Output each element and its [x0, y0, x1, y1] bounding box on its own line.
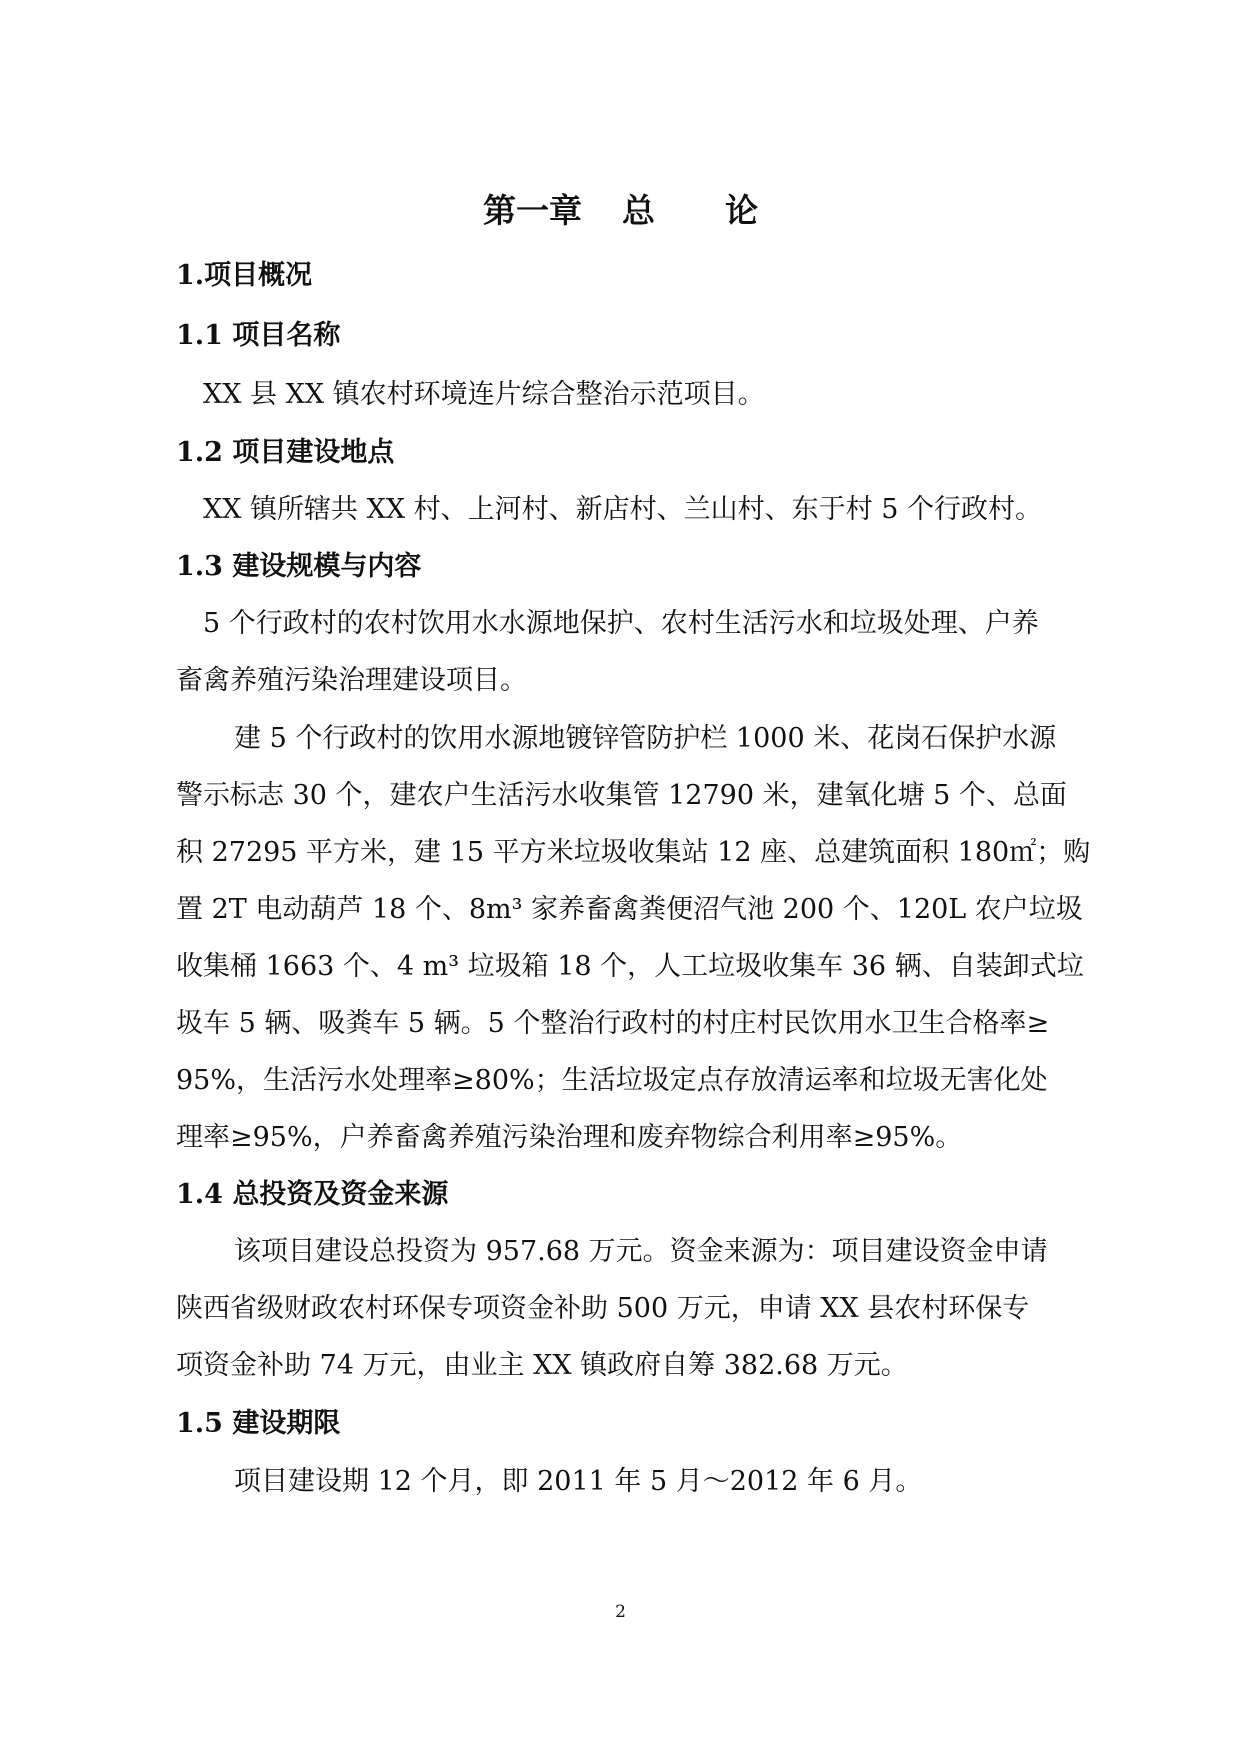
- chapter-number: 第一章: [483, 191, 582, 230]
- content-line-3: 积 27295 平方米，建 15 平方米垃圾收集站 12 座、总建筑面积 180㎡；购: [176, 837, 1091, 868]
- chapter-word-1: 总: [622, 191, 655, 230]
- page-number: 2: [615, 1602, 626, 1622]
- scale-line-2: 畜禽养殖污染治理建设项目。: [176, 665, 527, 696]
- content-line-4: 置 2T 电动葫芦 18 个、8m³ 家养畜禽粪便沼气池 200 个、120L 农户垃圾: [176, 894, 1083, 925]
- investment-line-1: 该项目建设总投资为 957.68 万元。资金来源为：项目建设资金申请: [234, 1236, 1048, 1267]
- chapter-word-2: 论: [725, 191, 758, 230]
- scale-line-1: 5 个行政村的农村饮用水水源地保护、农村生活污水和垃圾处理、户养: [203, 608, 1039, 639]
- section-heading-1-1: 1.1 项目名称: [176, 320, 341, 351]
- content-line-5: 收集桶 1663 个、4 m³ 垃圾箱 18 个，人工垃圾收集车 36 辆、自装卸式垃: [176, 951, 1084, 982]
- content-line-1: 建 5 个行政村的饮用水源地镀锌管防护栏 1000 米、花岗石保护水源: [234, 723, 1057, 754]
- chapter-title: [0, 188, 1241, 234]
- section-heading-1-5: 1.5 建设期限: [176, 1408, 341, 1439]
- content-line-7: 95%，生活污水处理率≥80%；生活垃圾定点存放清运率和垃圾无害化处: [176, 1065, 1048, 1096]
- location-text: XX 镇所辖共 XX 村、上河村、新店村、兰山村、东于村 5 个行政村。: [203, 494, 1042, 525]
- content-line-2: 警示标志 30 个，建农户生活污水收集管 12790 米，建氧化塘 5 个、总面: [176, 780, 1067, 811]
- project-name-text: XX 县 XX 镇农村环境连片综合整治示范项目。: [203, 379, 765, 410]
- section-heading-1-2: 1.2 项目建设地点: [176, 437, 395, 468]
- content-line-8: 理率≥95%，户养畜禽养殖污染治理和废弃物综合利用率≥95%。: [176, 1122, 963, 1153]
- section-heading-1-4: 1.4 总投资及资金来源: [176, 1179, 449, 1210]
- section-heading-1: 1.项目概况: [176, 260, 313, 291]
- investment-line-3: 项资金补助 74 万元，由业主 XX 镇政府自筹 382.68 万元。: [176, 1350, 908, 1381]
- investment-line-2: 陕西省级财政农村环保专项资金补助 500 万元，申请 XX 县农村环保专: [176, 1293, 1030, 1324]
- content-line-6: 圾车 5 辆、吸粪车 5 辆。5 个整治行政村的村庄村民饮用水卫生合格率≥: [176, 1008, 1050, 1039]
- period-text: 项目建设期 12 个月，即 2011 年 5 月～2012 年 6 月。: [234, 1466, 923, 1497]
- section-heading-1-3: 1.3 建设规模与内容: [176, 551, 422, 582]
